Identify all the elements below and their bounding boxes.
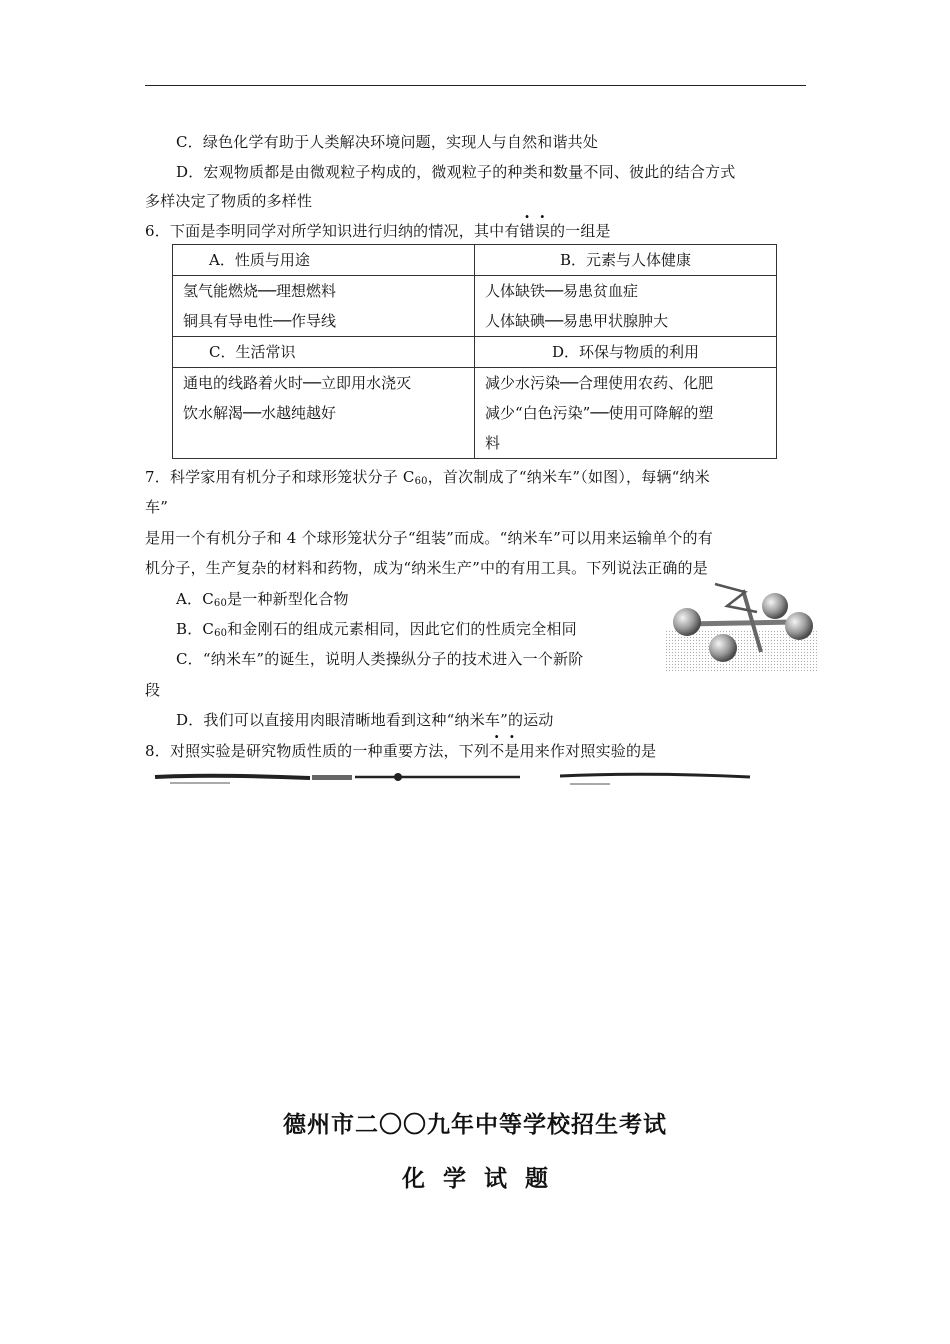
q8-experiment-images-cropped	[150, 770, 755, 790]
q6-d-head: D．环保与物质的利用	[475, 337, 777, 368]
q6-a-body: 氢气能燃烧──理想燃料 铜具有导电性──作导线	[173, 276, 475, 337]
q7-stem-line4: 机分子，生产复杂的材料和药物，成为“纳米生产”中的有用工具。下列说法正确的是	[145, 559, 708, 577]
q7-option-c-line2: 段	[145, 681, 161, 699]
q5-option-d-line2: 多样决定了物质的多样性	[145, 192, 313, 210]
emphasis-char: 误	[534, 222, 550, 240]
q6-c-head: C．生活常识	[173, 337, 475, 368]
q5-option-d-line1: D．宏观物质都是由微观粒子构成的，微观粒子的种类和数量不同、彼此的结合方式	[176, 163, 736, 181]
q7-option-d: D．我们可以直接用肉眼清晰地看到这种“纳米车”的运动	[176, 711, 554, 729]
exam-title: 德州市二〇〇九年中等学校招生考试	[283, 1112, 667, 1138]
q6-d-body: 减少水污染──合理使用农药、化肥 减少“白色污染”──使用可降解的塑 料	[475, 368, 777, 459]
q6-c-body: 通电的线路着火时──立即用水浇灭 饮水解渴──水越纯越好	[173, 368, 475, 459]
emphasis-char: 错	[519, 222, 535, 240]
q6-table	[172, 244, 777, 459]
q6-b-head: B．元素与人体健康	[475, 245, 777, 276]
q7-option-c-line1: C．“纳米车”的诞生，说明人类操纵分子的技术进入一个新阶	[176, 650, 584, 668]
q8-stem: 8．对照实验是研究物质性质的一种重要方法，下列不是用来作对照实验的是	[145, 742, 657, 760]
q6-stem: 6．下面是李明同学对所学知识进行归纳的情况，其中有错误的一组是	[145, 222, 611, 240]
q7-option-a: A．$C_{60}$是一种新型化合物	[176, 590, 349, 609]
q7-option-b: B．$C_{60}$和金刚石的组成元素相同，因此它们的性质完全相同	[176, 620, 577, 639]
q6-b-body: 人体缺铁──易患贫血症 人体缺碘──易患甲状腺肿大	[475, 276, 777, 337]
q5-option-c: C．绿色化学有助于人类解决环境问题，实现人与自然和谐共处	[176, 133, 599, 151]
emphasis-char: 是	[504, 742, 520, 760]
q6-a-head: A．性质与用途	[173, 245, 475, 276]
header-rule	[145, 85, 806, 86]
nanocar-image	[665, 582, 817, 672]
emphasis-char: 不	[489, 742, 505, 760]
q7-stem-line1: 7．科学家用有机分子和球形笼状分子 $C_{60}$，首次制成了“纳米车”（如图），每辆“纳米	[145, 468, 710, 487]
exam-subtitle: 化 学 试 题	[401, 1166, 549, 1192]
q7-stem-line3: 是用一个有机分子和 4 个球形笼状分子“组装”而成。“纳米车”可以用来运输单个的有	[145, 529, 713, 547]
q7-stem-line2: 车”	[145, 498, 169, 516]
